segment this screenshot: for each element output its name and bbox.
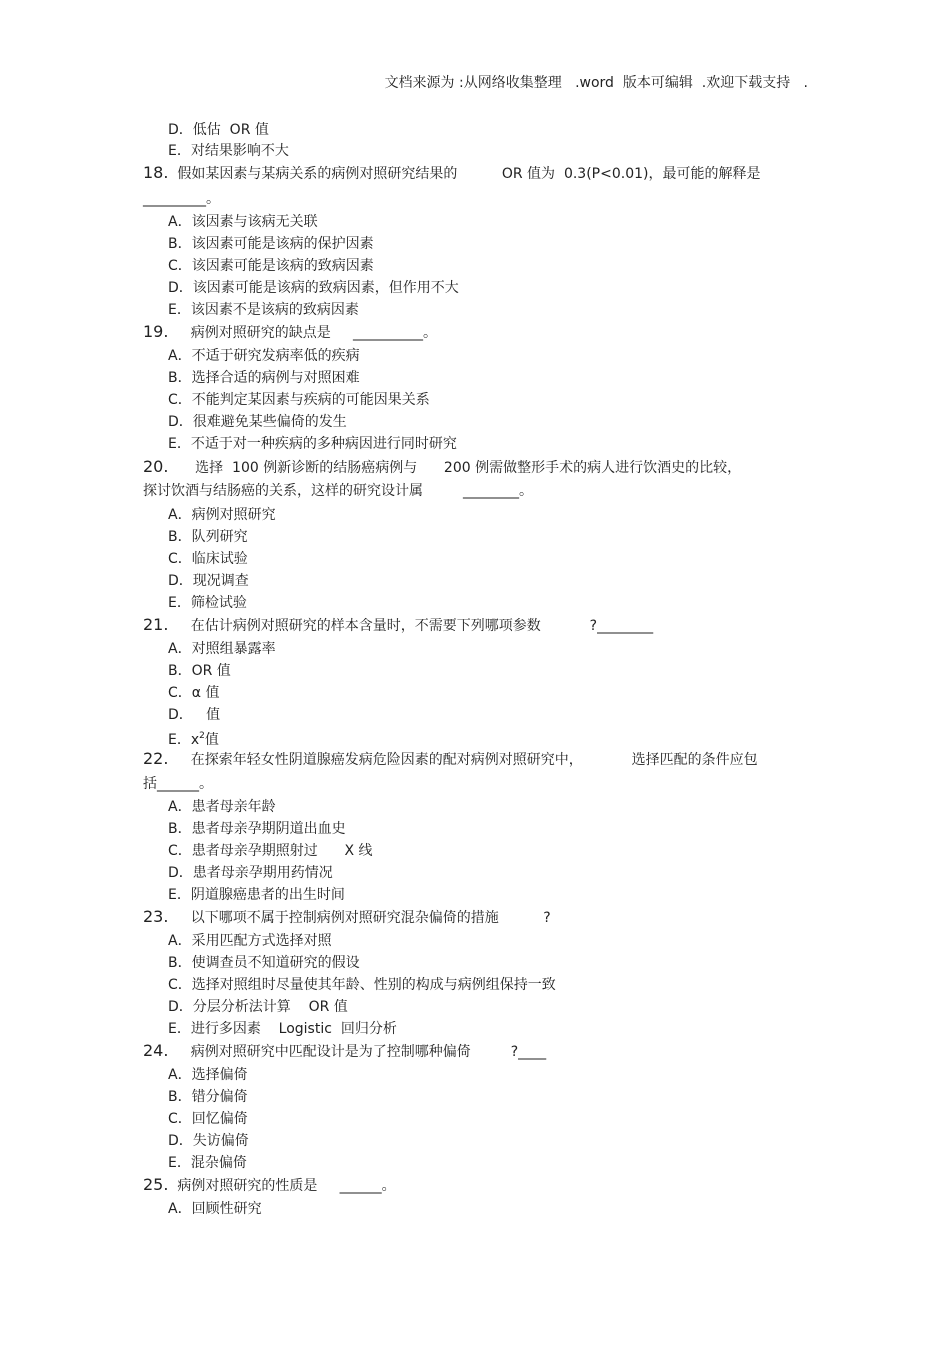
option-e: E．不适于对一种疾病的多种病因进行同时研究 bbox=[168, 436, 457, 452]
question-21: 21. 在估计病例对照研究的样本含量时，不需要下列哪项参数 ?________ bbox=[143, 615, 654, 634]
page-header: 文档来源为 :从网络收集整理 .word 版本可编辑 .欢迎下载支持 . bbox=[384, 75, 808, 91]
option-b: B．该因素可能是该病的保护因素 bbox=[168, 236, 374, 252]
option-b: B．选择合适的病例与对照困难 bbox=[168, 370, 360, 386]
option-d: D．患者母亲孕期用药情况 bbox=[168, 865, 333, 881]
question-18: 18. 假如某因素与某病关系的病例对照研究结果的 OR 值为 0.3(P<0.01)，最可能的解释是 bbox=[143, 163, 761, 182]
option-c: C．患者母亲孕期照射过 X 线 bbox=[168, 843, 373, 859]
question-20-cont: 探讨饮酒与结肠癌的关系，这样的研究设计属 ________。 bbox=[143, 483, 534, 499]
question-25: 25. 病例对照研究的性质是 ______。 bbox=[143, 1175, 396, 1194]
option-d: D．失访偏倚 bbox=[168, 1133, 249, 1149]
option-e: E．阴道腺癌患者的出生时间 bbox=[168, 887, 345, 903]
option-e: E．筛检试验 bbox=[168, 595, 247, 611]
option-c: C．临床试验 bbox=[168, 551, 248, 567]
option-b: B．OR 值 bbox=[168, 663, 231, 679]
option-c: C．回忆偏倚 bbox=[168, 1111, 248, 1127]
superscript: 2 bbox=[199, 731, 205, 741]
option-d: D．低估 OR 值 bbox=[168, 122, 269, 138]
option-c: C．选择对照组时尽量使其年龄、性别的构成与病例组保持一致 bbox=[168, 977, 556, 993]
option-a: A．选择偏倚 bbox=[168, 1067, 248, 1083]
option-a: A．对照组暴露率 bbox=[168, 641, 276, 657]
option-a: A．不适于研究发病率低的疾病 bbox=[168, 348, 360, 364]
option-a: A．病例对照研究 bbox=[168, 507, 276, 523]
option-a: A．患者母亲年龄 bbox=[168, 799, 276, 815]
option-e: E．进行多因素 Logistic 回归分析 bbox=[168, 1021, 397, 1037]
question-24: 24. 病例对照研究中匹配设计是为了控制哪种偏倚 ?____ bbox=[143, 1041, 547, 1060]
option-a: A．该因素与该病无关联 bbox=[168, 214, 318, 230]
option-b: B．错分偏倚 bbox=[168, 1089, 248, 1105]
option-d: D．该因素可能是该病的致病因素，但作用不大 bbox=[168, 280, 459, 296]
option-e: E．$x^2$值 bbox=[168, 731, 219, 748]
question-23: 23. 以下哪项不属于控制病例对照研究混杂偏倚的措施 ? bbox=[143, 907, 551, 926]
question-22-cont: 括______。 bbox=[143, 776, 213, 792]
option-e: E．对结果影响不大 bbox=[168, 143, 289, 159]
option-a: A．回顾性研究 bbox=[168, 1201, 262, 1217]
option-a: A．采用匹配方式选择对照 bbox=[168, 933, 332, 949]
option-d: D．分层分析法计算 OR 值 bbox=[168, 999, 348, 1015]
option-e: E．混杂偏倚 bbox=[168, 1155, 247, 1171]
option-c: C．α 值 bbox=[168, 685, 220, 701]
question-22: 22. 在探索年轻女性阴道腺癌发病危险因素的配对病例对照研究中， 选择匹配的条件应包 bbox=[143, 749, 758, 768]
option-e: E．该因素不是该病的致病因素 bbox=[168, 302, 359, 318]
question-20: 20. 选择 100 例新诊断的结肠癌病例与 200 例需做整形手术的病人进行饮酒史的比较， bbox=[143, 457, 742, 476]
option-b: B．使调查员不知道研究的假设 bbox=[168, 955, 360, 971]
option-d: D．很难避免某些偏倚的发生 bbox=[168, 414, 347, 430]
option-d: D．现况调查 bbox=[168, 573, 249, 589]
option-d: D． 值 bbox=[168, 707, 221, 723]
question-19: 19. 病例对照研究的缺点是 __________。 bbox=[143, 322, 437, 341]
question-18-cont: _________。 bbox=[143, 191, 220, 207]
option-b: B．队列研究 bbox=[168, 529, 248, 545]
option-c: C．不能判定某因素与疾病的可能因果关系 bbox=[168, 392, 430, 408]
option-b: B．患者母亲孕期阴道出血史 bbox=[168, 821, 346, 837]
option-c: C．该因素可能是该病的致病因素 bbox=[168, 258, 374, 274]
